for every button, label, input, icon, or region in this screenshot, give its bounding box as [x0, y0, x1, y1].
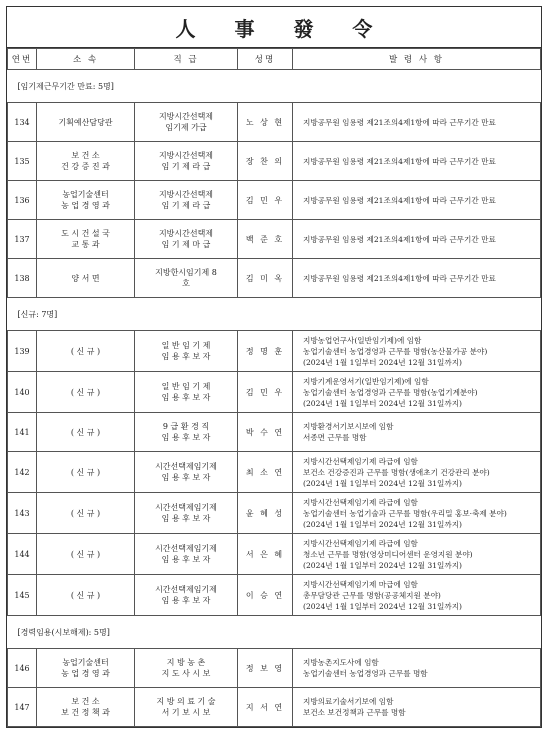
order-line: 지방공무원 임용령 제21조의4제1항에 따라 근무기간 만료 — [303, 156, 496, 166]
row-department — [37, 103, 135, 142]
row-department — [37, 493, 135, 534]
position-line: 지방시간선택제 — [158, 190, 214, 199]
table-row — [8, 493, 541, 534]
row-position — [135, 575, 238, 616]
position-line: 지방시간선택제 — [158, 229, 214, 238]
order-line: 농업기술센터 농업경영과 근무를 명함(농업기계분야) — [303, 387, 478, 397]
order-line: (2024년 1월 1일부터 2024년 12월 31일까지) — [303, 357, 462, 367]
order-line: 지방공무원 임용령 제21조의4제1항에 따라 근무기간 만료 — [303, 117, 496, 127]
position-line: 임 용 후 보 자 — [161, 393, 211, 402]
position-line: 임 용 후 보 자 — [161, 433, 211, 442]
row-order — [293, 575, 541, 616]
order-line: 농업기술센터 농업경영과 근무를 명함(농산물가공 분야) — [303, 346, 488, 356]
position-line: 지 도 사 시 보 — [161, 669, 211, 678]
position-line: 호 — [182, 279, 190, 288]
position-line: 지방한시임기제 8 — [155, 268, 217, 277]
department-line: 건 강 증 진 과 — [61, 162, 110, 171]
row-order — [293, 413, 541, 452]
row-position — [135, 142, 238, 181]
row-department — [37, 575, 135, 616]
table-row — [8, 372, 541, 413]
department-line: 농 업 경 영 과 — [61, 669, 110, 678]
row-department — [37, 372, 135, 413]
row-order — [293, 493, 541, 534]
row-position — [135, 452, 238, 493]
department-line: 도 시 건 설 국 — [61, 229, 110, 238]
order-line: 지방기계운영서기(일반임기제)에 임함 — [303, 376, 429, 386]
department-line: 농업기술센터 — [62, 658, 109, 667]
row-department — [37, 688, 135, 727]
row-name: 박 수 연 — [238, 413, 293, 452]
department-line: ( 신 규 ) — [70, 346, 101, 356]
row-order — [293, 181, 541, 220]
col-dept: 소 속 — [37, 49, 135, 70]
section-label: [신규: 7명] — [8, 298, 541, 331]
department-line: ( 신 규 ) — [70, 549, 101, 559]
table-row — [8, 103, 541, 142]
position-line: 임기제 가급 — [165, 123, 207, 132]
order-line: 지방시간선택제임기제 마급에 임함 — [303, 579, 418, 589]
row-order — [293, 534, 541, 575]
position-line: 지 방 의 료 기 술 — [156, 697, 216, 706]
row-position — [135, 688, 238, 727]
department-line: 농업기술센터 — [62, 190, 109, 199]
row-position — [135, 649, 238, 688]
order-line: 서종면 근무를 명함 — [303, 433, 367, 442]
table-row — [8, 688, 541, 727]
row-number: 139 — [8, 331, 37, 372]
row-name: 정 명 훈 — [238, 331, 293, 372]
section-label: [경력임용(시보해제): 5명] — [8, 616, 541, 649]
row-department — [37, 220, 135, 259]
row-position — [135, 493, 238, 534]
row-name: 김 민 우 — [238, 181, 293, 220]
col-no: 연번 — [8, 49, 37, 70]
row-name: 이 승 연 — [238, 575, 293, 616]
document-title: 人 事 發 令 — [7, 7, 541, 48]
order-line: 보건소 건강증진과 근무를 명함(생애초기 건강관리 분야) — [303, 467, 490, 477]
position-line: 9 급 환 경 직 — [162, 422, 210, 431]
table-row — [8, 575, 541, 616]
position-line: 임 기 제 라 급 — [161, 162, 211, 171]
row-name: 서 은 혜 — [238, 534, 293, 575]
row-position — [135, 181, 238, 220]
order-line: 지방농업연구사(일반임기제)에 임함 — [303, 335, 422, 345]
order-line: 보건소 보건정책과 근무를 명함 — [303, 708, 406, 717]
row-department — [37, 452, 135, 493]
table-row — [8, 649, 541, 688]
row-name: 지 서 연 — [238, 688, 293, 727]
row-department — [37, 413, 135, 452]
row-position — [135, 220, 238, 259]
table-row — [8, 331, 541, 372]
table-row — [8, 534, 541, 575]
position-line: 임 기 제 라 급 — [161, 201, 211, 210]
row-position — [135, 413, 238, 452]
row-number: 134 — [8, 103, 37, 142]
row-order — [293, 103, 541, 142]
row-position — [135, 103, 238, 142]
row-number: 142 — [8, 452, 37, 493]
department-line: 보 건 소 — [71, 697, 100, 706]
position-line: 지 방 농 촌 — [166, 658, 206, 667]
row-name: 백 준 호 — [238, 220, 293, 259]
row-number: 147 — [8, 688, 37, 727]
row-department — [37, 331, 135, 372]
row-order — [293, 452, 541, 493]
document — [6, 6, 542, 728]
row-department — [37, 259, 135, 298]
col-name: 성명 — [238, 49, 293, 70]
order-line: (2024년 1월 1일부터 2024년 12월 31일까지) — [303, 519, 462, 529]
table-row — [8, 259, 541, 298]
col-position: 직 급 — [135, 49, 238, 70]
personnel-table — [7, 48, 541, 727]
row-department — [37, 181, 135, 220]
position-line: 서 기 보 시 보 — [161, 708, 211, 717]
order-line: 농업기술센터 농업기술과 근무를 명함(우리밀 홍보·축제 분야) — [303, 508, 507, 518]
order-line: 청소년 근무를 명함(영상미디어센터 운영지원 분야) — [303, 549, 473, 559]
row-number: 137 — [8, 220, 37, 259]
table-row — [8, 452, 541, 493]
row-number: 141 — [8, 413, 37, 452]
row-number: 145 — [8, 575, 37, 616]
row-position — [135, 259, 238, 298]
order-line: 지방시간선택제임기제 라급에 임함 — [303, 497, 418, 507]
department-line: 보 건 정 책 과 — [61, 708, 110, 717]
row-order — [293, 649, 541, 688]
position-line: 임 용 후 보 자 — [161, 555, 211, 564]
row-name: 김 민 우 — [238, 372, 293, 413]
department-line: 양 서 면 — [71, 273, 100, 283]
department-line: 기획예산담당관 — [58, 117, 113, 127]
header-row — [8, 49, 541, 70]
order-line: (2024년 1월 1일부터 2024년 12월 31일까지) — [303, 601, 462, 611]
row-order — [293, 372, 541, 413]
section-row — [8, 70, 541, 103]
row-number: 135 — [8, 142, 37, 181]
row-position — [135, 331, 238, 372]
order-line: (2024년 1월 1일부터 2024년 12월 31일까지) — [303, 560, 462, 570]
row-name: 노 상 현 — [238, 103, 293, 142]
row-order — [293, 220, 541, 259]
position-line: 임 용 후 보 자 — [161, 514, 211, 523]
position-line: 시간선택제임기제 — [155, 544, 217, 553]
position-line: 지방시간선택제 — [158, 151, 214, 160]
row-department — [37, 649, 135, 688]
section-row — [8, 616, 541, 649]
position-line: 임 용 후 보 자 — [161, 473, 211, 482]
position-line: 지방시간선택제 — [158, 112, 214, 121]
department-line: ( 신 규 ) — [70, 508, 101, 518]
row-position — [135, 534, 238, 575]
row-number: 140 — [8, 372, 37, 413]
table-row — [8, 142, 541, 181]
row-number: 143 — [8, 493, 37, 534]
order-line: 총무담당관 근무를 명함(공공체지원 분야) — [303, 590, 441, 600]
row-order — [293, 688, 541, 727]
order-line: 지방의료기술서기보에 임함 — [303, 697, 394, 706]
section-row — [8, 298, 541, 331]
position-line: 일 반 임 기 제 — [161, 341, 211, 350]
table-row — [8, 220, 541, 259]
row-number: 144 — [8, 534, 37, 575]
row-order — [293, 331, 541, 372]
position-line: 임 기 제 마 급 — [161, 240, 211, 249]
section-label: [임기제근무기간 만료: 5명] — [8, 70, 541, 103]
row-number: 146 — [8, 649, 37, 688]
table-row — [8, 413, 541, 452]
row-name: 정 보 영 — [238, 649, 293, 688]
row-department — [37, 142, 135, 181]
position-line: 시간선택제임기제 — [155, 585, 217, 594]
department-line: 농 업 경 영 과 — [61, 201, 110, 210]
department-line: ( 신 규 ) — [70, 427, 101, 437]
row-position — [135, 372, 238, 413]
department-line: ( 신 규 ) — [70, 590, 101, 600]
order-line: 지방공무원 임용령 제21조의4제1항에 따라 근무기간 만료 — [303, 273, 496, 283]
row-name: 최 소 연 — [238, 452, 293, 493]
order-line: 지방공무원 임용령 제21조의4제1항에 따라 근무기간 만료 — [303, 195, 496, 205]
department-line: ( 신 규 ) — [70, 387, 101, 397]
order-line: 지방환경서기보시보에 임함 — [303, 422, 394, 431]
row-order — [293, 259, 541, 298]
order-line: (2024년 1월 1일부터 2024년 12월 31일까지) — [303, 478, 462, 488]
order-line: 지방농촌지도사에 임함 — [303, 658, 379, 667]
order-line: 농업기술센터 농업경영과 근무를 명함 — [303, 669, 428, 678]
position-line: 시간선택제임기제 — [155, 503, 217, 512]
order-line: 지방시간선택제임기제 라급에 임함 — [303, 456, 418, 466]
row-number: 138 — [8, 259, 37, 298]
order-line: (2024년 1월 1일부터 2024년 12월 31일까지) — [303, 398, 462, 408]
row-department — [37, 534, 135, 575]
row-name: 장 찬 의 — [238, 142, 293, 181]
row-name: 윤 혜 성 — [238, 493, 293, 534]
row-name: 김 미 옥 — [238, 259, 293, 298]
department-line: 보 건 소 — [71, 151, 100, 160]
department-line: 교 통 과 — [71, 240, 100, 249]
row-number: 136 — [8, 181, 37, 220]
order-line: 지방시간선택제임기제 라급에 임함 — [303, 538, 418, 548]
order-line: 지방공무원 임용령 제21조의4제1항에 따라 근무기간 만료 — [303, 234, 496, 244]
department-line: ( 신 규 ) — [70, 467, 101, 477]
row-order — [293, 142, 541, 181]
position-line: 일 반 임 기 제 — [161, 382, 211, 391]
table-body — [8, 70, 541, 727]
position-line: 임 용 후 보 자 — [161, 596, 211, 605]
table-row — [8, 181, 541, 220]
position-line: 시간선택제임기제 — [155, 462, 217, 471]
position-line: 임 용 후 보 자 — [161, 352, 211, 361]
col-order: 발 령 사 항 — [293, 49, 541, 70]
